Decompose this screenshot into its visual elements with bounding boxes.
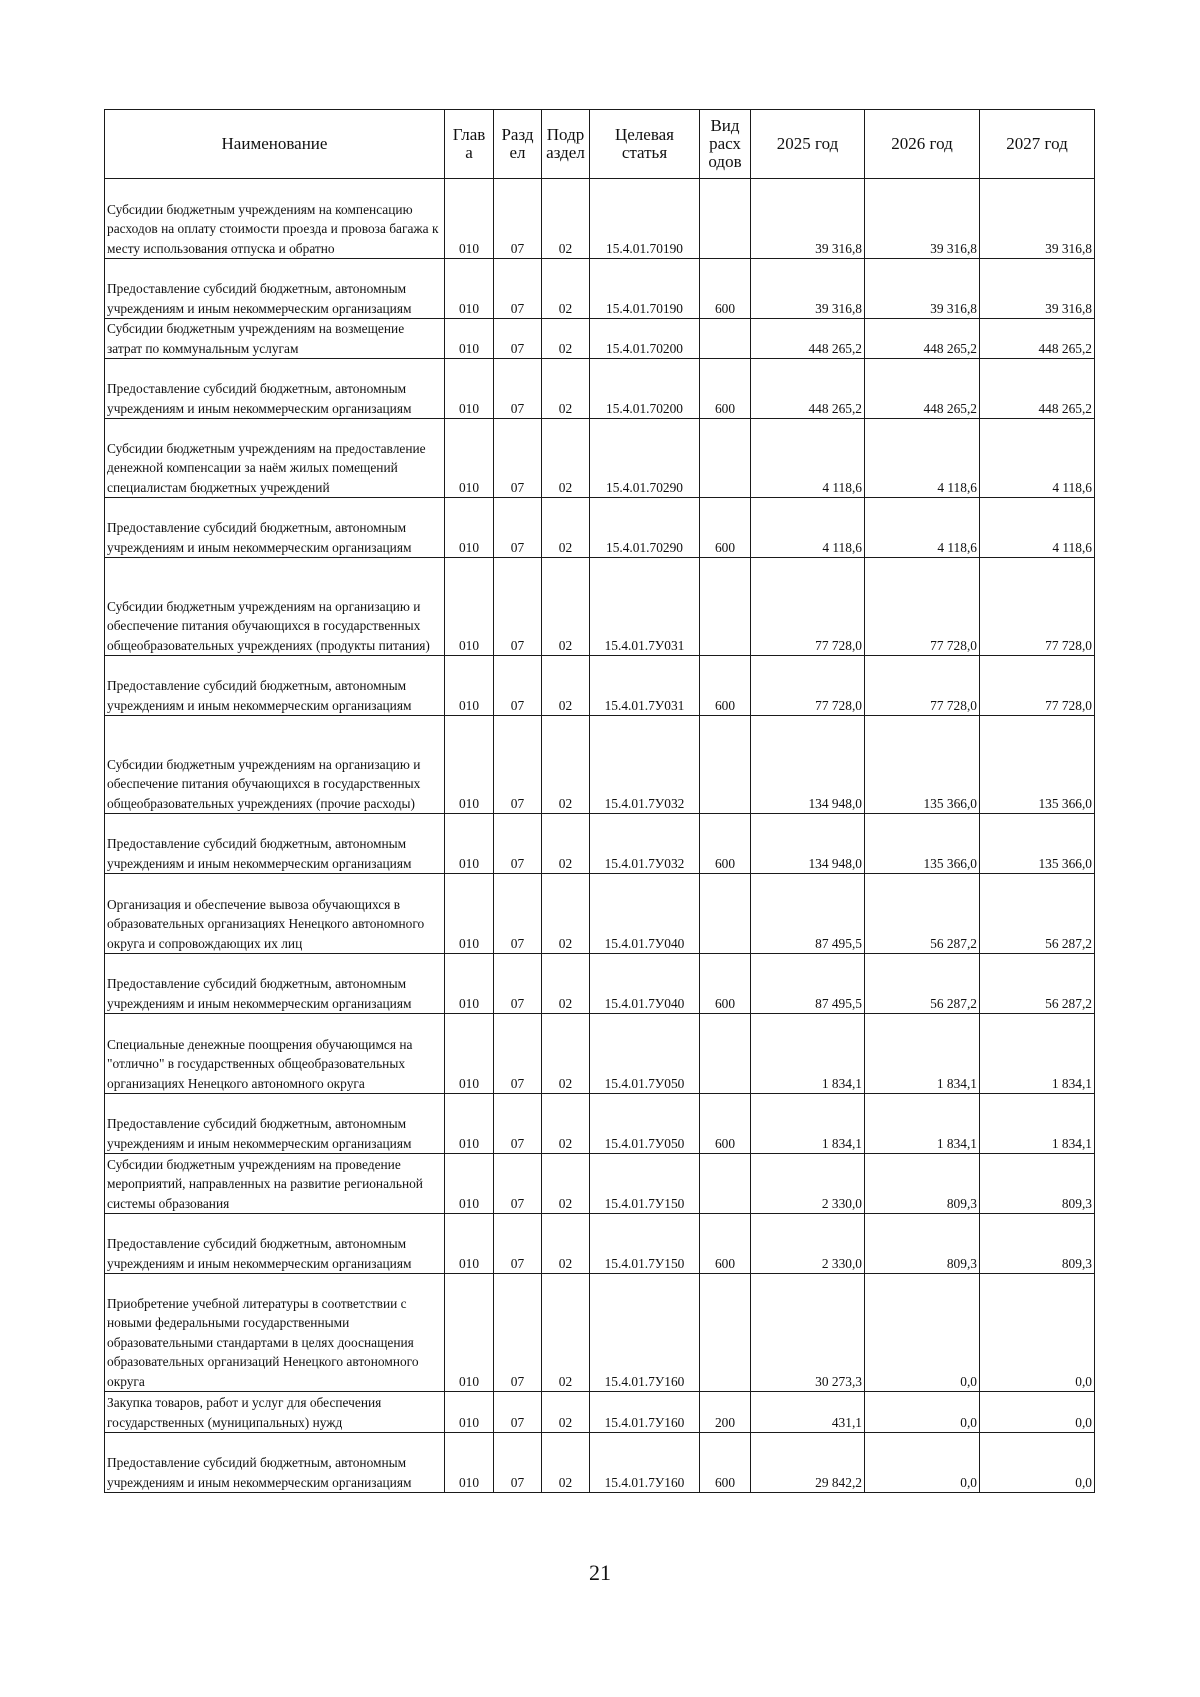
- cell-y2027: 0,0: [980, 1392, 1095, 1433]
- cell-glava: 010: [445, 656, 494, 716]
- cell-razdel: 07: [494, 1392, 542, 1433]
- cell-razdel: 07: [494, 558, 542, 656]
- header-2027: 2027 год: [980, 110, 1095, 179]
- cell-glava: 010: [445, 1274, 494, 1392]
- cell-razdel: 07: [494, 359, 542, 419]
- cell-tselevaya: 15.4.01.70190: [590, 179, 700, 259]
- cell-y2027: 135 366,0: [980, 716, 1095, 814]
- cell-podrazdel: 02: [542, 419, 590, 498]
- cell-podrazdel: 02: [542, 1014, 590, 1094]
- cell-y2027: 448 265,2: [980, 359, 1095, 419]
- cell-y2027: 809,3: [980, 1214, 1095, 1274]
- cell-tselevaya: 15.4.01.70290: [590, 419, 700, 498]
- cell-y2025: 39 316,8: [751, 259, 865, 319]
- table-row: [105, 716, 1095, 814]
- table-row: [105, 656, 1095, 716]
- cell-y2027: 39 316,8: [980, 179, 1095, 259]
- cell-podrazdel: 02: [542, 1154, 590, 1214]
- table-row: [105, 1094, 1095, 1154]
- cell-vid: 600: [700, 954, 751, 1014]
- table-row: [105, 179, 1095, 259]
- cell-razdel: 07: [494, 1154, 542, 1214]
- cell-name: Субсидии бюджетным учреждениям на возмещение затрат по коммунальным услугам: [105, 319, 445, 359]
- cell-podrazdel: 02: [542, 954, 590, 1014]
- table-row: [105, 1154, 1095, 1214]
- cell-vid: [700, 716, 751, 814]
- cell-y2026: 0,0: [865, 1274, 980, 1392]
- cell-razdel: 07: [494, 259, 542, 319]
- cell-tselevaya: 15.4.01.70200: [590, 359, 700, 419]
- cell-y2027: 77 728,0: [980, 558, 1095, 656]
- table-row: [105, 1214, 1095, 1274]
- cell-y2026: 4 118,6: [865, 498, 980, 558]
- cell-name: Предоставление субсидий бюджетным, автономным учреждениям и иным некоммерческим организациям: [105, 814, 445, 874]
- cell-razdel: 07: [494, 498, 542, 558]
- cell-name: Предоставление субсидий бюджетным, автономным учреждениям и иным некоммерческим организациям: [105, 656, 445, 716]
- cell-name: Субсидии бюджетным учреждениям на проведение мероприятий, направленных на развитие региональной системы образования: [105, 1154, 445, 1214]
- cell-glava: 010: [445, 419, 494, 498]
- cell-tselevaya: 15.4.01.7У160: [590, 1274, 700, 1392]
- cell-y2026: 135 366,0: [865, 814, 980, 874]
- page-number: 21: [589, 1560, 611, 1585]
- cell-razdel: 07: [494, 1274, 542, 1392]
- table-row: [105, 558, 1095, 656]
- cell-name: Субсидии бюджетным учреждениям на предоставление денежной компенсации за наём жилых помещений специалистам бюджетных учреждений: [105, 419, 445, 498]
- cell-glava: 010: [445, 558, 494, 656]
- cell-tselevaya: 15.4.01.7У032: [590, 716, 700, 814]
- cell-y2025: 39 316,8: [751, 179, 865, 259]
- header-glava: Глав а: [445, 110, 494, 179]
- cell-podrazdel: 02: [542, 656, 590, 716]
- table-row: [105, 498, 1095, 558]
- budget-table: [104, 109, 1095, 1493]
- cell-razdel: 07: [494, 1014, 542, 1094]
- cell-name: Предоставление субсидий бюджетным, автономным учреждениям и иным некоммерческим организациям: [105, 1094, 445, 1154]
- cell-name: Организация и обеспечение вывоза обучающихся в образовательных организациях Ненецкого автономного округа и сопровождающих их лиц: [105, 874, 445, 954]
- cell-podrazdel: 02: [542, 814, 590, 874]
- table-row: [105, 1392, 1095, 1433]
- cell-y2025: 87 495,5: [751, 874, 865, 954]
- cell-tselevaya: 15.4.01.7У050: [590, 1094, 700, 1154]
- cell-y2026: 39 316,8: [865, 179, 980, 259]
- cell-podrazdel: 02: [542, 1433, 590, 1493]
- table-row: [105, 419, 1095, 498]
- cell-glava: 010: [445, 1094, 494, 1154]
- cell-y2025: 4 118,6: [751, 498, 865, 558]
- cell-name: Предоставление субсидий бюджетным, автономным учреждениям и иным некоммерческим организациям: [105, 259, 445, 319]
- cell-tselevaya: 15.4.01.70290: [590, 498, 700, 558]
- header-podrazdel: Подр аздел: [542, 110, 590, 179]
- cell-y2026: 77 728,0: [865, 656, 980, 716]
- table-row: [105, 954, 1095, 1014]
- header-name: Наименование: [105, 110, 445, 179]
- cell-y2027: 39 316,8: [980, 259, 1095, 319]
- cell-name: Субсидии бюджетным учреждениям на организацию и обеспечение питания обучающихся в государственных общеобразовательных учреждениях (продукты питания): [105, 558, 445, 656]
- cell-vid: 600: [700, 359, 751, 419]
- cell-y2026: 448 265,2: [865, 359, 980, 419]
- table-row: [105, 1014, 1095, 1094]
- cell-vid: [700, 419, 751, 498]
- cell-razdel: 07: [494, 1214, 542, 1274]
- table-row: [105, 1433, 1095, 1493]
- cell-y2026: 809,3: [865, 1214, 980, 1274]
- cell-y2027: 56 287,2: [980, 954, 1095, 1014]
- cell-podrazdel: 02: [542, 558, 590, 656]
- cell-razdel: 07: [494, 1094, 542, 1154]
- cell-glava: 010: [445, 319, 494, 359]
- cell-y2027: 77 728,0: [980, 656, 1095, 716]
- cell-razdel: 07: [494, 954, 542, 1014]
- cell-y2027: 1 834,1: [980, 1014, 1095, 1094]
- cell-vid: 600: [700, 498, 751, 558]
- cell-y2026: 0,0: [865, 1392, 980, 1433]
- cell-name: Предоставление субсидий бюджетным, автономным учреждениям и иным некоммерческим организациям: [105, 954, 445, 1014]
- cell-podrazdel: 02: [542, 1392, 590, 1433]
- cell-glava: 010: [445, 874, 494, 954]
- cell-glava: 010: [445, 1392, 494, 1433]
- cell-name: Предоставление субсидий бюджетным, автономным учреждениям и иным некоммерческим организациям: [105, 359, 445, 419]
- cell-glava: 010: [445, 498, 494, 558]
- cell-glava: 010: [445, 1154, 494, 1214]
- cell-y2026: 1 834,1: [865, 1094, 980, 1154]
- cell-glava: 010: [445, 1214, 494, 1274]
- cell-y2026: 0,0: [865, 1433, 980, 1493]
- cell-name: Субсидии бюджетным учреждениям на компенсацию расходов на оплату стоимости проезда и провоза багажа к месту использования отпуска и обратно: [105, 179, 445, 259]
- table-header-row: [105, 110, 1095, 179]
- cell-vid: 600: [700, 656, 751, 716]
- cell-razdel: 07: [494, 716, 542, 814]
- cell-y2027: 448 265,2: [980, 319, 1095, 359]
- cell-y2025: 4 118,6: [751, 419, 865, 498]
- cell-glava: 010: [445, 259, 494, 319]
- cell-y2025: 431,1: [751, 1392, 865, 1433]
- cell-y2027: 56 287,2: [980, 874, 1095, 954]
- cell-name: Предоставление субсидий бюджетным, автономным учреждениям и иным некоммерческим организациям: [105, 1214, 445, 1274]
- cell-podrazdel: 02: [542, 359, 590, 419]
- cell-y2025: 87 495,5: [751, 954, 865, 1014]
- cell-razdel: 07: [494, 874, 542, 954]
- cell-tselevaya: 15.4.01.70200: [590, 319, 700, 359]
- cell-podrazdel: 02: [542, 498, 590, 558]
- cell-podrazdel: 02: [542, 1274, 590, 1392]
- cell-y2025: 2 330,0: [751, 1154, 865, 1214]
- cell-y2025: 1 834,1: [751, 1014, 865, 1094]
- cell-y2025: 30 273,3: [751, 1274, 865, 1392]
- cell-tselevaya: 15.4.01.7У160: [590, 1392, 700, 1433]
- cell-name: Субсидии бюджетным учреждениям на организацию и обеспечение питания обучающихся в государственных общеобразовательных учреждениях (прочие расходы): [105, 716, 445, 814]
- cell-vid: [700, 319, 751, 359]
- cell-vid: [700, 1274, 751, 1392]
- cell-razdel: 07: [494, 814, 542, 874]
- cell-glava: 010: [445, 1014, 494, 1094]
- cell-vid: 600: [700, 1094, 751, 1154]
- cell-glava: 010: [445, 716, 494, 814]
- header-2025: 2025 год: [751, 110, 865, 179]
- table-row: [105, 319, 1095, 359]
- cell-glava: 010: [445, 954, 494, 1014]
- cell-name: Предоставление субсидий бюджетным, автономным учреждениям и иным некоммерческим организациям: [105, 1433, 445, 1493]
- cell-y2025: 448 265,2: [751, 359, 865, 419]
- cell-tselevaya: 15.4.01.7У031: [590, 656, 700, 716]
- cell-y2026: 77 728,0: [865, 558, 980, 656]
- cell-y2026: 809,3: [865, 1154, 980, 1214]
- cell-y2026: 135 366,0: [865, 716, 980, 814]
- cell-name: Закупка товаров, работ и услуг для обеспечения государственных (муниципальных) нужд: [105, 1392, 445, 1433]
- cell-tselevaya: 15.4.01.7У050: [590, 1014, 700, 1094]
- cell-vid: [700, 179, 751, 259]
- cell-y2025: 448 265,2: [751, 319, 865, 359]
- cell-tselevaya: 15.4.01.70190: [590, 259, 700, 319]
- cell-y2027: 0,0: [980, 1274, 1095, 1392]
- cell-glava: 010: [445, 1433, 494, 1493]
- cell-vid: 600: [700, 1433, 751, 1493]
- table-row: [105, 814, 1095, 874]
- cell-name: Предоставление субсидий бюджетным, автономным учреждениям и иным некоммерческим организациям: [105, 498, 445, 558]
- cell-glava: 010: [445, 359, 494, 419]
- cell-y2026: 1 834,1: [865, 1014, 980, 1094]
- cell-tselevaya: 15.4.01.7У040: [590, 874, 700, 954]
- cell-razdel: 07: [494, 656, 542, 716]
- cell-podrazdel: 02: [542, 1214, 590, 1274]
- cell-name: Приобретение учебной литературы в соответствии с новыми федеральными государственными образовательными стандартами в целях дооснащения образовательных организаций Ненецкого автономного округа: [105, 1274, 445, 1392]
- cell-y2026: 4 118,6: [865, 419, 980, 498]
- cell-vid: 600: [700, 259, 751, 319]
- header-tselevaya: Целевая статья: [590, 110, 700, 179]
- cell-y2026: 56 287,2: [865, 954, 980, 1014]
- cell-y2025: 1 834,1: [751, 1094, 865, 1154]
- cell-y2025: 2 330,0: [751, 1214, 865, 1274]
- cell-vid: 600: [700, 814, 751, 874]
- table-row: [105, 874, 1095, 954]
- cell-podrazdel: 02: [542, 259, 590, 319]
- cell-razdel: 07: [494, 179, 542, 259]
- cell-vid: [700, 1154, 751, 1214]
- cell-y2027: 135 366,0: [980, 814, 1095, 874]
- table-row: [105, 259, 1095, 319]
- cell-podrazdel: 02: [542, 874, 590, 954]
- cell-podrazdel: 02: [542, 319, 590, 359]
- cell-glava: 010: [445, 179, 494, 259]
- header-razdel: Разд ел: [494, 110, 542, 179]
- header-vid: Вид расх одов: [700, 110, 751, 179]
- cell-y2026: 448 265,2: [865, 319, 980, 359]
- cell-tselevaya: 15.4.01.7У040: [590, 954, 700, 1014]
- cell-y2025: 29 842,2: [751, 1433, 865, 1493]
- cell-podrazdel: 02: [542, 1094, 590, 1154]
- cell-podrazdel: 02: [542, 716, 590, 814]
- cell-tselevaya: 15.4.01.7У150: [590, 1154, 700, 1214]
- cell-y2027: 1 834,1: [980, 1094, 1095, 1154]
- cell-vid: 600: [700, 1214, 751, 1274]
- cell-vid: 200: [700, 1392, 751, 1433]
- cell-razdel: 07: [494, 419, 542, 498]
- cell-y2025: 77 728,0: [751, 656, 865, 716]
- cell-y2026: 39 316,8: [865, 259, 980, 319]
- cell-y2026: 56 287,2: [865, 874, 980, 954]
- cell-y2025: 134 948,0: [751, 716, 865, 814]
- table-body: [105, 179, 1095, 1493]
- cell-tselevaya: 15.4.01.7У160: [590, 1433, 700, 1493]
- cell-podrazdel: 02: [542, 179, 590, 259]
- header-2026: 2026 год: [865, 110, 980, 179]
- cell-vid: [700, 558, 751, 656]
- cell-y2027: 4 118,6: [980, 419, 1095, 498]
- cell-tselevaya: 15.4.01.7У032: [590, 814, 700, 874]
- cell-vid: [700, 874, 751, 954]
- cell-glava: 010: [445, 814, 494, 874]
- cell-y2027: 4 118,6: [980, 498, 1095, 558]
- cell-y2025: 77 728,0: [751, 558, 865, 656]
- cell-razdel: 07: [494, 319, 542, 359]
- cell-y2027: 0,0: [980, 1433, 1095, 1493]
- table-row: [105, 1274, 1095, 1392]
- table-row: [105, 359, 1095, 419]
- cell-vid: [700, 1014, 751, 1094]
- cell-y2025: 134 948,0: [751, 814, 865, 874]
- cell-name: Специальные денежные поощрения обучающимся на "отлично" в государственных общеобразовательных организациях Ненецкого автономного округа: [105, 1014, 445, 1094]
- cell-tselevaya: 15.4.01.7У150: [590, 1214, 700, 1274]
- cell-razdel: 07: [494, 1433, 542, 1493]
- cell-y2027: 809,3: [980, 1154, 1095, 1214]
- cell-tselevaya: 15.4.01.7У031: [590, 558, 700, 656]
